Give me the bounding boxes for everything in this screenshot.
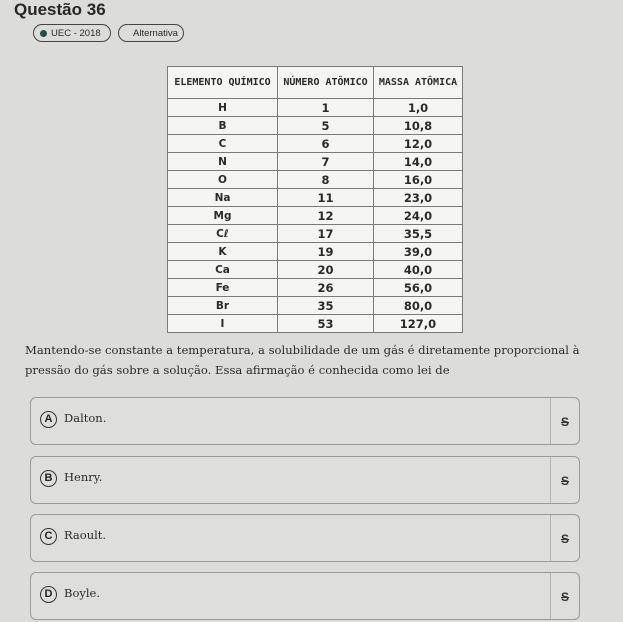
cell-atomic-number: 5 bbox=[278, 117, 374, 135]
cell-symbol: B bbox=[168, 117, 278, 135]
source-tag-label: UEC - 2018 bbox=[51, 28, 101, 39]
cell-atomic-number: 19 bbox=[278, 243, 374, 261]
strikethrough-button[interactable] bbox=[550, 457, 579, 503]
cell-atomic-mass: 39,0 bbox=[374, 243, 463, 261]
cell-atomic-mass: 24,0 bbox=[374, 207, 463, 225]
cell-atomic-number: 12 bbox=[278, 207, 374, 225]
option-letter: C bbox=[40, 528, 57, 545]
table-row bbox=[168, 279, 463, 297]
element-table bbox=[167, 66, 463, 333]
source-dot-icon bbox=[40, 30, 47, 37]
cell-atomic-number: 11 bbox=[278, 189, 374, 207]
option-text: Henry. bbox=[64, 470, 103, 484]
header-elemento: ELEMENTO QUÍMICO bbox=[168, 67, 278, 99]
strikethrough-button[interactable] bbox=[550, 515, 579, 561]
source-tag[interactable] bbox=[33, 24, 111, 42]
type-tag-label: Alternativa bbox=[133, 28, 178, 39]
cell-atomic-mass: 23,0 bbox=[374, 189, 463, 207]
header-massa: MASSA ATÔMICA bbox=[374, 67, 463, 99]
cell-atomic-mass: 10,8 bbox=[374, 117, 463, 135]
cell-atomic-mass: 40,0 bbox=[374, 261, 463, 279]
cell-atomic-mass: 80,0 bbox=[374, 297, 463, 315]
cell-atomic-number: 7 bbox=[278, 153, 374, 171]
table-row bbox=[168, 153, 463, 171]
table-row bbox=[168, 261, 463, 279]
cell-atomic-number: 17 bbox=[278, 225, 374, 243]
question-title: Questão 36 bbox=[14, 0, 106, 19]
option-text: Raoult. bbox=[64, 528, 107, 542]
option-letter: D bbox=[40, 586, 57, 603]
cell-atomic-number: 1 bbox=[278, 99, 374, 117]
option-b[interactable] bbox=[30, 456, 580, 504]
option-c[interactable] bbox=[30, 514, 580, 562]
option-text: Dalton. bbox=[64, 411, 107, 425]
option-a[interactable] bbox=[30, 397, 580, 445]
cell-symbol: O bbox=[168, 171, 278, 189]
question-stem: Mantendo-se constante a temperatura, a solubilidade de um gás é diretamente proporcional à pressão do gás sobre a solução. Essa afirmação é conhecida como lei de bbox=[25, 343, 580, 377]
cell-symbol: I bbox=[168, 315, 278, 333]
cell-symbol: H bbox=[168, 99, 278, 117]
cell-symbol: K bbox=[168, 243, 278, 261]
table-row bbox=[168, 225, 463, 243]
strikethrough-button[interactable] bbox=[550, 398, 579, 444]
option-letter: A bbox=[40, 411, 57, 428]
cell-symbol: N bbox=[168, 153, 278, 171]
cell-atomic-mass: 14,0 bbox=[374, 153, 463, 171]
strikethrough-icon: S bbox=[560, 415, 569, 429]
table-row bbox=[168, 243, 463, 261]
cell-symbol: Mg bbox=[168, 207, 278, 225]
strikethrough-icon: S bbox=[560, 474, 569, 488]
cell-atomic-number: 35 bbox=[278, 297, 374, 315]
type-tag[interactable] bbox=[118, 24, 184, 42]
cell-atomic-mass: 35,5 bbox=[374, 225, 463, 243]
table-row bbox=[168, 207, 463, 225]
cell-symbol: Na bbox=[168, 189, 278, 207]
cell-atomic-number: 8 bbox=[278, 171, 374, 189]
table-row bbox=[168, 297, 463, 315]
table-row bbox=[168, 135, 463, 153]
table-row bbox=[168, 315, 463, 333]
table-row bbox=[168, 189, 463, 207]
cell-atomic-number: 53 bbox=[278, 315, 374, 333]
table-header-row bbox=[168, 67, 463, 99]
cell-atomic-number: 20 bbox=[278, 261, 374, 279]
strikethrough-icon: S bbox=[560, 590, 569, 604]
cell-atomic-mass: 127,0 bbox=[374, 315, 463, 333]
option-letter: B bbox=[40, 470, 57, 487]
strikethrough-button[interactable] bbox=[550, 573, 579, 619]
strikethrough-icon: S bbox=[560, 532, 569, 546]
cell-atomic-mass: 1,0 bbox=[374, 99, 463, 117]
cell-symbol: Cℓ bbox=[168, 225, 278, 243]
table-row bbox=[168, 171, 463, 189]
table-row bbox=[168, 99, 463, 117]
cell-atomic-mass: 56,0 bbox=[374, 279, 463, 297]
option-text: Boyle. bbox=[64, 586, 101, 600]
option-d[interactable] bbox=[30, 572, 580, 620]
cell-atomic-number: 26 bbox=[278, 279, 374, 297]
cell-symbol: Ca bbox=[168, 261, 278, 279]
header-numero: NÚMERO ATÔMICO bbox=[278, 67, 374, 99]
cell-symbol: C bbox=[168, 135, 278, 153]
cell-symbol: Fe bbox=[168, 279, 278, 297]
cell-atomic-mass: 12,0 bbox=[374, 135, 463, 153]
table-row bbox=[168, 117, 463, 135]
cell-symbol: Br bbox=[168, 297, 278, 315]
cell-atomic-mass: 16,0 bbox=[374, 171, 463, 189]
cell-atomic-number: 6 bbox=[278, 135, 374, 153]
